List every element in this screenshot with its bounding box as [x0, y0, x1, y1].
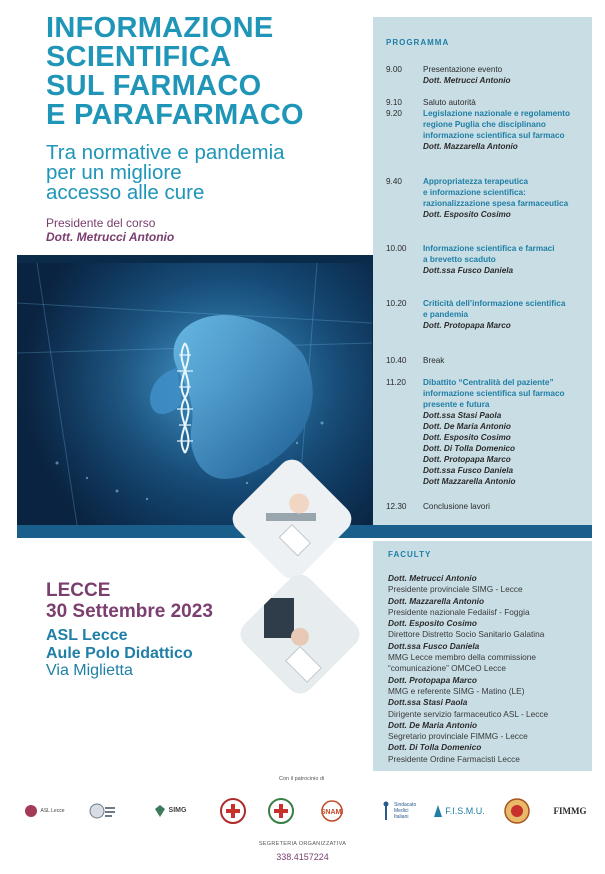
- asl-lecce-icon: [24, 804, 38, 818]
- program-speaker: Dott. Mazzarella Antonio: [423, 142, 518, 151]
- snami-logo: [312, 796, 352, 826]
- program-time: 9.00: [386, 65, 402, 74]
- program-time: 12.30: [386, 502, 407, 511]
- program-topic: razionalizzazione spesa farmaceutica: [423, 199, 569, 208]
- caduceus-icon: [380, 801, 392, 821]
- program-topic: presente e futura: [423, 400, 490, 409]
- event-subtitle: [46, 143, 346, 203]
- red-cross-seal-logo: [218, 796, 248, 826]
- event-title: [46, 14, 366, 130]
- logo-label: FIMMG: [553, 806, 587, 816]
- subtitle-line: Tra normative e pandemia: [46, 141, 285, 164]
- ordine-farmacisti-icon: [88, 799, 116, 823]
- subtitle-line: accesso alle cure: [46, 181, 205, 204]
- simg-icon: [154, 804, 166, 818]
- asl-lecce-logo: [18, 796, 70, 826]
- svg-text:SNAMI: SNAMI: [320, 809, 344, 816]
- program-time: 9.40: [386, 177, 402, 186]
- simg-logo: [146, 796, 194, 826]
- faculty-role: MMG Lecce membro della commissione: [388, 652, 537, 663]
- venue-name: ASL Lecce: [46, 627, 128, 644]
- program-speaker: Dott. Esposito Cosimo: [423, 433, 511, 442]
- program-time: 9.10: [386, 98, 402, 107]
- program-time: 10.40: [386, 356, 407, 365]
- faculty-name: Dott. De Maria Antonio: [388, 719, 478, 730]
- faculty-title: FACULTY: [388, 550, 432, 559]
- faculty-name: Dott. Metrucci Antonio: [388, 573, 477, 583]
- red-cross-seal-icon: [268, 798, 294, 824]
- program-line: Presentazione evento: [423, 65, 503, 74]
- faculty-name: Dott. Mazzarella Antonio: [388, 595, 485, 606]
- program-topic: regione Puglia che disciplinano: [423, 120, 546, 129]
- faculty-name: Dott. Esposito Cosimo: [388, 618, 477, 629]
- program-topic: Appropriatezza terapeutica: [423, 177, 529, 186]
- omceo-seal-icon: [504, 798, 530, 824]
- program-speaker: Dott. Di Tolla Domenico: [423, 444, 516, 453]
- event-city: LECCE: [46, 580, 111, 601]
- faculty-role: Presidente Ordine Farmacisti Lecce: [388, 753, 520, 764]
- program-topic: e pandemia: [423, 310, 469, 319]
- title-line: E PARAFARMACO: [46, 99, 304, 131]
- event-date: 30 Settembre 2023: [46, 601, 213, 622]
- program-time: 11.20: [386, 378, 406, 387]
- faculty-role: “comunicazione” OMCeO Lecce: [388, 663, 507, 674]
- program-topic: informazione scientifica sul farmaco: [423, 131, 565, 140]
- fismu-logo: [428, 796, 490, 826]
- title-line: INFORMAZIONE: [46, 12, 274, 44]
- faculty-role: Direttore Distretto Socio Sanitario Galatina: [388, 629, 545, 640]
- program-speaker: Dott. Esposito Cosimo: [423, 210, 511, 219]
- program-speaker: Dott.ssa Fusco Daniela: [423, 466, 514, 475]
- program-topic: Dibattito “Centralità del paziente”: [423, 378, 554, 387]
- venue-address: Via Miglietta: [46, 662, 133, 679]
- program-topic: informazione scientifica sul farmaco: [423, 389, 565, 398]
- program-line: Break: [423, 356, 445, 365]
- subtitle-line: per un migliore: [46, 161, 182, 184]
- program-topic: e informazione scientifica:: [423, 188, 526, 197]
- faculty-list: [388, 573, 588, 765]
- program-topic: Criticità dell’informazione scientifica: [423, 299, 566, 308]
- program-line: Saluto autorità: [423, 98, 476, 107]
- faculty-role: Segretario provinciale FIMMG - Lecce: [388, 731, 528, 742]
- president-label: Presidente del corso: [46, 216, 156, 230]
- red-cross-seal-logo-2: [266, 796, 296, 826]
- handshake-illustration: [235, 569, 365, 699]
- program-topic: a brevetto scaduto: [423, 255, 496, 264]
- sindacato-medici-italiani-logo: [380, 796, 420, 826]
- faculty-name: Dott. Protopapa Marco: [388, 674, 477, 685]
- ordine-farmacisti-logo: [78, 796, 126, 826]
- program-topic: Legislazione nazionale e regolamento: [423, 109, 570, 118]
- program-line: Conclusione lavori: [423, 502, 490, 511]
- program-time: 10.00: [386, 244, 407, 253]
- sponsor-logos: [18, 796, 592, 826]
- fismu-icon: [433, 804, 443, 818]
- program-speaker: Dott. Protopapa Marco: [423, 321, 511, 330]
- program-topic: Informazione scientifica e farmaci: [423, 244, 555, 253]
- patronage-label: Con il patrocinio di: [279, 776, 325, 782]
- program-speaker: Dott. Metrucci Antonio: [423, 76, 511, 85]
- secretariat-phone: 338.4157224: [276, 852, 329, 862]
- program-title: PROGRAMMA: [386, 38, 450, 47]
- faculty-name: Dott.ssa Fusco Daniela: [388, 640, 480, 651]
- logo-label: ASL Lecce: [40, 808, 65, 814]
- program-speaker: Dott.ssa Fusco Daniela: [423, 266, 514, 275]
- logo-label: SIMG: [168, 807, 187, 814]
- logo-label: Sindacato Medici Italiani: [394, 802, 417, 820]
- secretariat-label: SEGRETERIA ORGANIZZATIVA: [258, 841, 347, 847]
- program-time: 9.20: [386, 109, 402, 118]
- title-line: SUL FARMACO: [46, 70, 262, 102]
- snami-icon: [312, 800, 352, 822]
- faculty-name: Dott. Di Tolla Domenico: [388, 742, 482, 753]
- faculty-role: Presidente provinciale SIMG - Lecce: [388, 584, 523, 595]
- program-speaker: Dott.ssa Stasi Paola: [423, 411, 502, 420]
- faculty-role: Presidente nazionale Fedaiisf - Foggia: [388, 606, 530, 617]
- handshake-photo-diamond: [235, 569, 365, 699]
- fimmg-logo: [548, 796, 592, 826]
- venue-room: Aule Polo Didattico: [46, 645, 193, 662]
- omceo-seal-logo: [502, 796, 532, 826]
- faculty-role: MMG e referente SIMG - Matino (LE): [388, 685, 525, 696]
- program-speaker: Dott Mazzarella Antonio: [423, 477, 516, 486]
- faculty-name: Dott.ssa Stasi Paola: [388, 697, 468, 708]
- red-cross-seal-icon: [220, 798, 246, 824]
- program-speaker: Dott. Protopapa Marco: [423, 455, 511, 464]
- program-time: 10.20: [386, 299, 407, 308]
- logo-label: F.I.S.M.U.: [445, 806, 485, 816]
- president-name: Dott. Metrucci Antonio: [46, 230, 175, 244]
- faculty-role: Dirigente servizio farmaceutico ASL - Lecce: [388, 708, 549, 719]
- program-speaker: Dott. De Maria Antonio: [423, 422, 511, 431]
- title-line: SCIENTIFICA: [46, 41, 232, 73]
